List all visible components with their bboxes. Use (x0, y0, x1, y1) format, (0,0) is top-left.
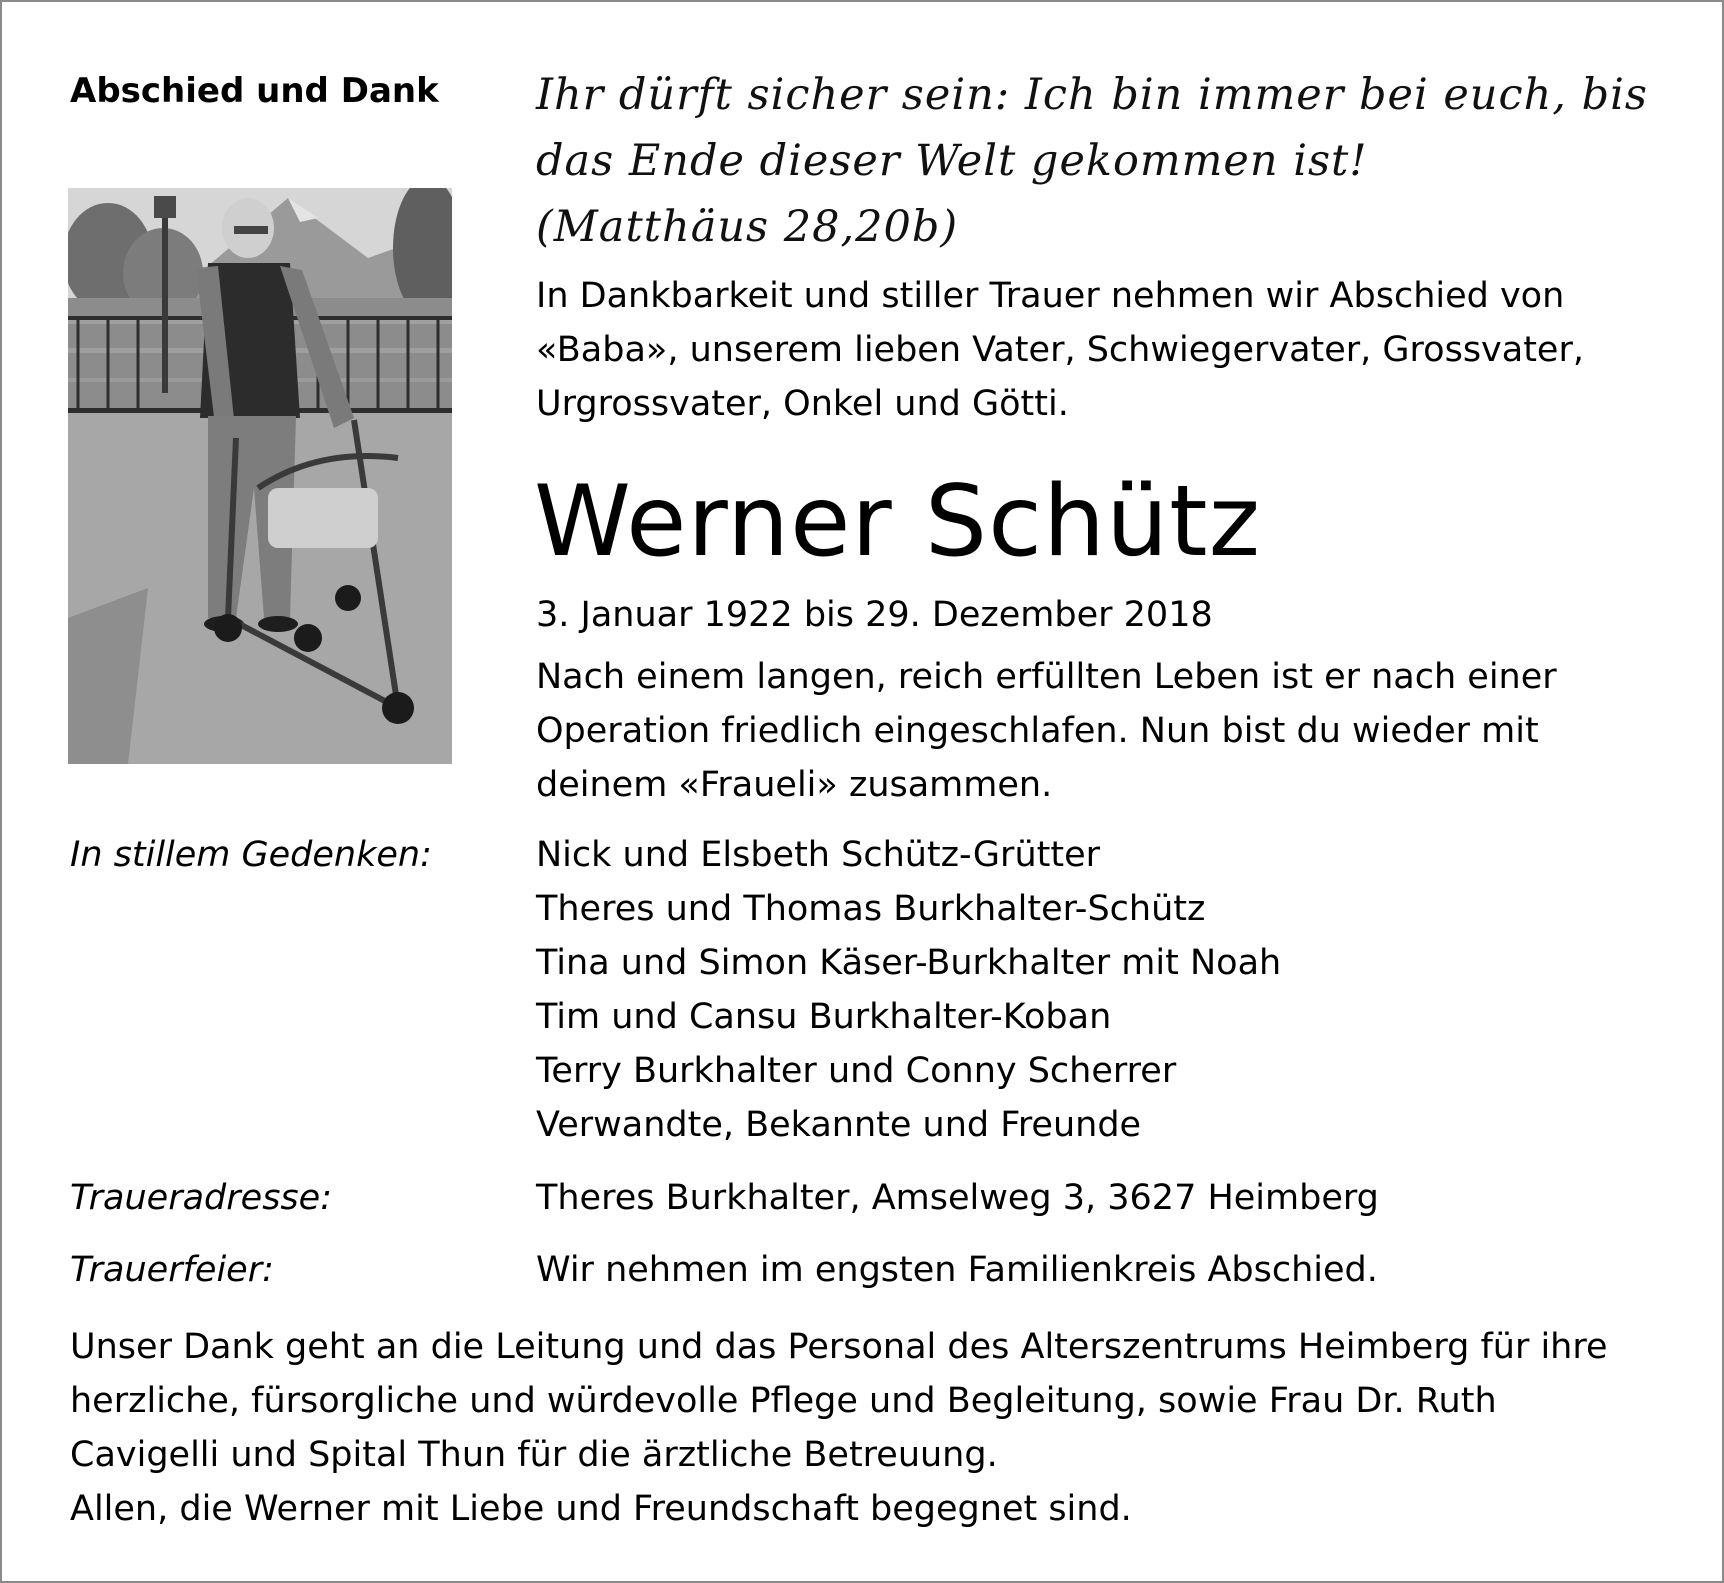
portrait-photo (68, 188, 452, 764)
thanks-line: Unser Dank geht an die Leitung und das Personal des Alterszentrums Heimberg für ihre (70, 1327, 1608, 1367)
mourner-name: Theres und Thomas Burkhalter-Schütz (536, 889, 1206, 929)
thanks-line: Allen, die Werner mit Liebe und Freundschaft begegnet sind. (70, 1489, 1132, 1529)
closing-line: Operation friedlich eingeschlafen. Nun bist du wieder mit (536, 711, 1539, 751)
thanks-line: herzliche, fürsorgliche und würdevolle Pflege und Begleitung, sowie Frau Dr. Ruth (70, 1381, 1497, 1421)
mourner-name: Terry Burkhalter und Conny Scherrer (536, 1051, 1177, 1091)
portrait-photo-image (68, 188, 452, 764)
bible-quote (536, 62, 1648, 260)
intro-text (536, 269, 1584, 431)
mourner-name: Nick und Elsbeth Schütz-Grütter (536, 835, 1100, 875)
thanks-text (70, 1320, 1608, 1536)
closing-line: Nach einem langen, reich erfüllten Leben ist er nach einer (536, 657, 1557, 697)
quote-line: das Ende dieser Welt gekommen ist! (536, 136, 1368, 186)
mourner-name: Tim und Cansu Burkhalter-Koban (536, 997, 1112, 1037)
ceremony-label: Trauerfeier: (70, 1250, 274, 1290)
address-label: Traueradresse: (70, 1178, 332, 1218)
mourner-name: Verwandte, Bekannte und Freunde (536, 1105, 1142, 1145)
closing-text (536, 650, 1557, 812)
quote-reference: (Matthäus 28,20b) (536, 202, 959, 252)
address-value: Theres Burkhalter, Amselweg 3, 3627 Heimberg (536, 1178, 1379, 1218)
ceremony-value: Wir nehmen im engsten Familienkreis Abschied. (536, 1250, 1378, 1290)
deceased-name: Werner Schütz (534, 465, 1262, 579)
mourner-name: Tina und Simon Käser-Burkhalter mit Noah (536, 943, 1282, 983)
thanks-line: Cavigelli und Spital Thun für die ärztliche Betreuung. (70, 1435, 998, 1475)
life-dates: 3. Januar 1922 bis 29. Dezember 2018 (536, 595, 1213, 635)
intro-line: «Baba», unserem lieben Vater, Schwiegervater, Grossvater, (536, 330, 1584, 370)
intro-line: In Dankbarkeit und stiller Trauer nehmen wir Abschied von (536, 276, 1565, 316)
intro-line: Urgrossvater, Onkel und Götti. (536, 384, 1069, 424)
closing-line: deinem «Fraueli» zusammen. (536, 765, 1053, 805)
quote-line: Ihr dürft sicher sein: Ich bin immer bei euch, bis (536, 70, 1648, 120)
mourners-list (536, 828, 1281, 1152)
header-title: Abschied und Dank (70, 71, 439, 111)
mourners-label: In stillem Gedenken: (70, 835, 432, 875)
